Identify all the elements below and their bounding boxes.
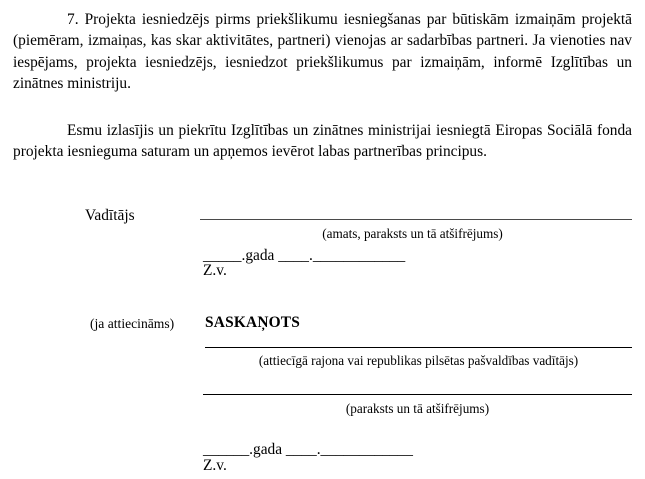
paragraph-declaration: Esmu izlasījis un piekrītu Izglītības un zinātnes ministrijai iesniegtā Eiropas Sociālā fonda projekta iesnieguma saturam un apņemos ievērot labas partnerības principus. [13,122,632,161]
signature-line-vaditajs [200,219,632,220]
signature-caption-paraksts: (paraksts un tā atšifrējums) [345,401,490,416]
signature-caption-authority: (attiecīgā rajona vai republikas pilsētas pašvaldības vadītājs) [258,353,579,368]
signature-role-label-vaditajs: Vadītājs [85,207,135,224]
date-line-saskanots: ______.gada ____.____________ [203,441,413,458]
heading-saskanots: SASKAŅOTS [205,314,301,331]
paragraph-clause-7: 7. Projekta iesniedzējs pirms priekšlikumu iesniegšanas par būtiskām izmaiņām projektā (piemēram, izmaiņas, kas skar aktivitātes, partneri) vienojas ar sadarbības partneri. Ja vienoties nav iespējams, projekta iesniedzējs, iesniedzot priekšlikumus par izmaiņām, informē Izglītības un zinātnes ministriju. [13,11,632,93]
date-line-vaditajs: _____.gada ____.____________ [203,247,406,264]
applicability-note: (ja attiecināms) [90,316,175,331]
signature-line-authority [205,347,632,348]
signature-line-paraksts [203,394,632,395]
seal-label-saskanots: Z.v. [203,457,227,474]
signature-caption-amats: (amats, paraksts un tā atšifrējums) [322,226,503,241]
seal-label-vaditajs: Z.v. [203,262,227,279]
